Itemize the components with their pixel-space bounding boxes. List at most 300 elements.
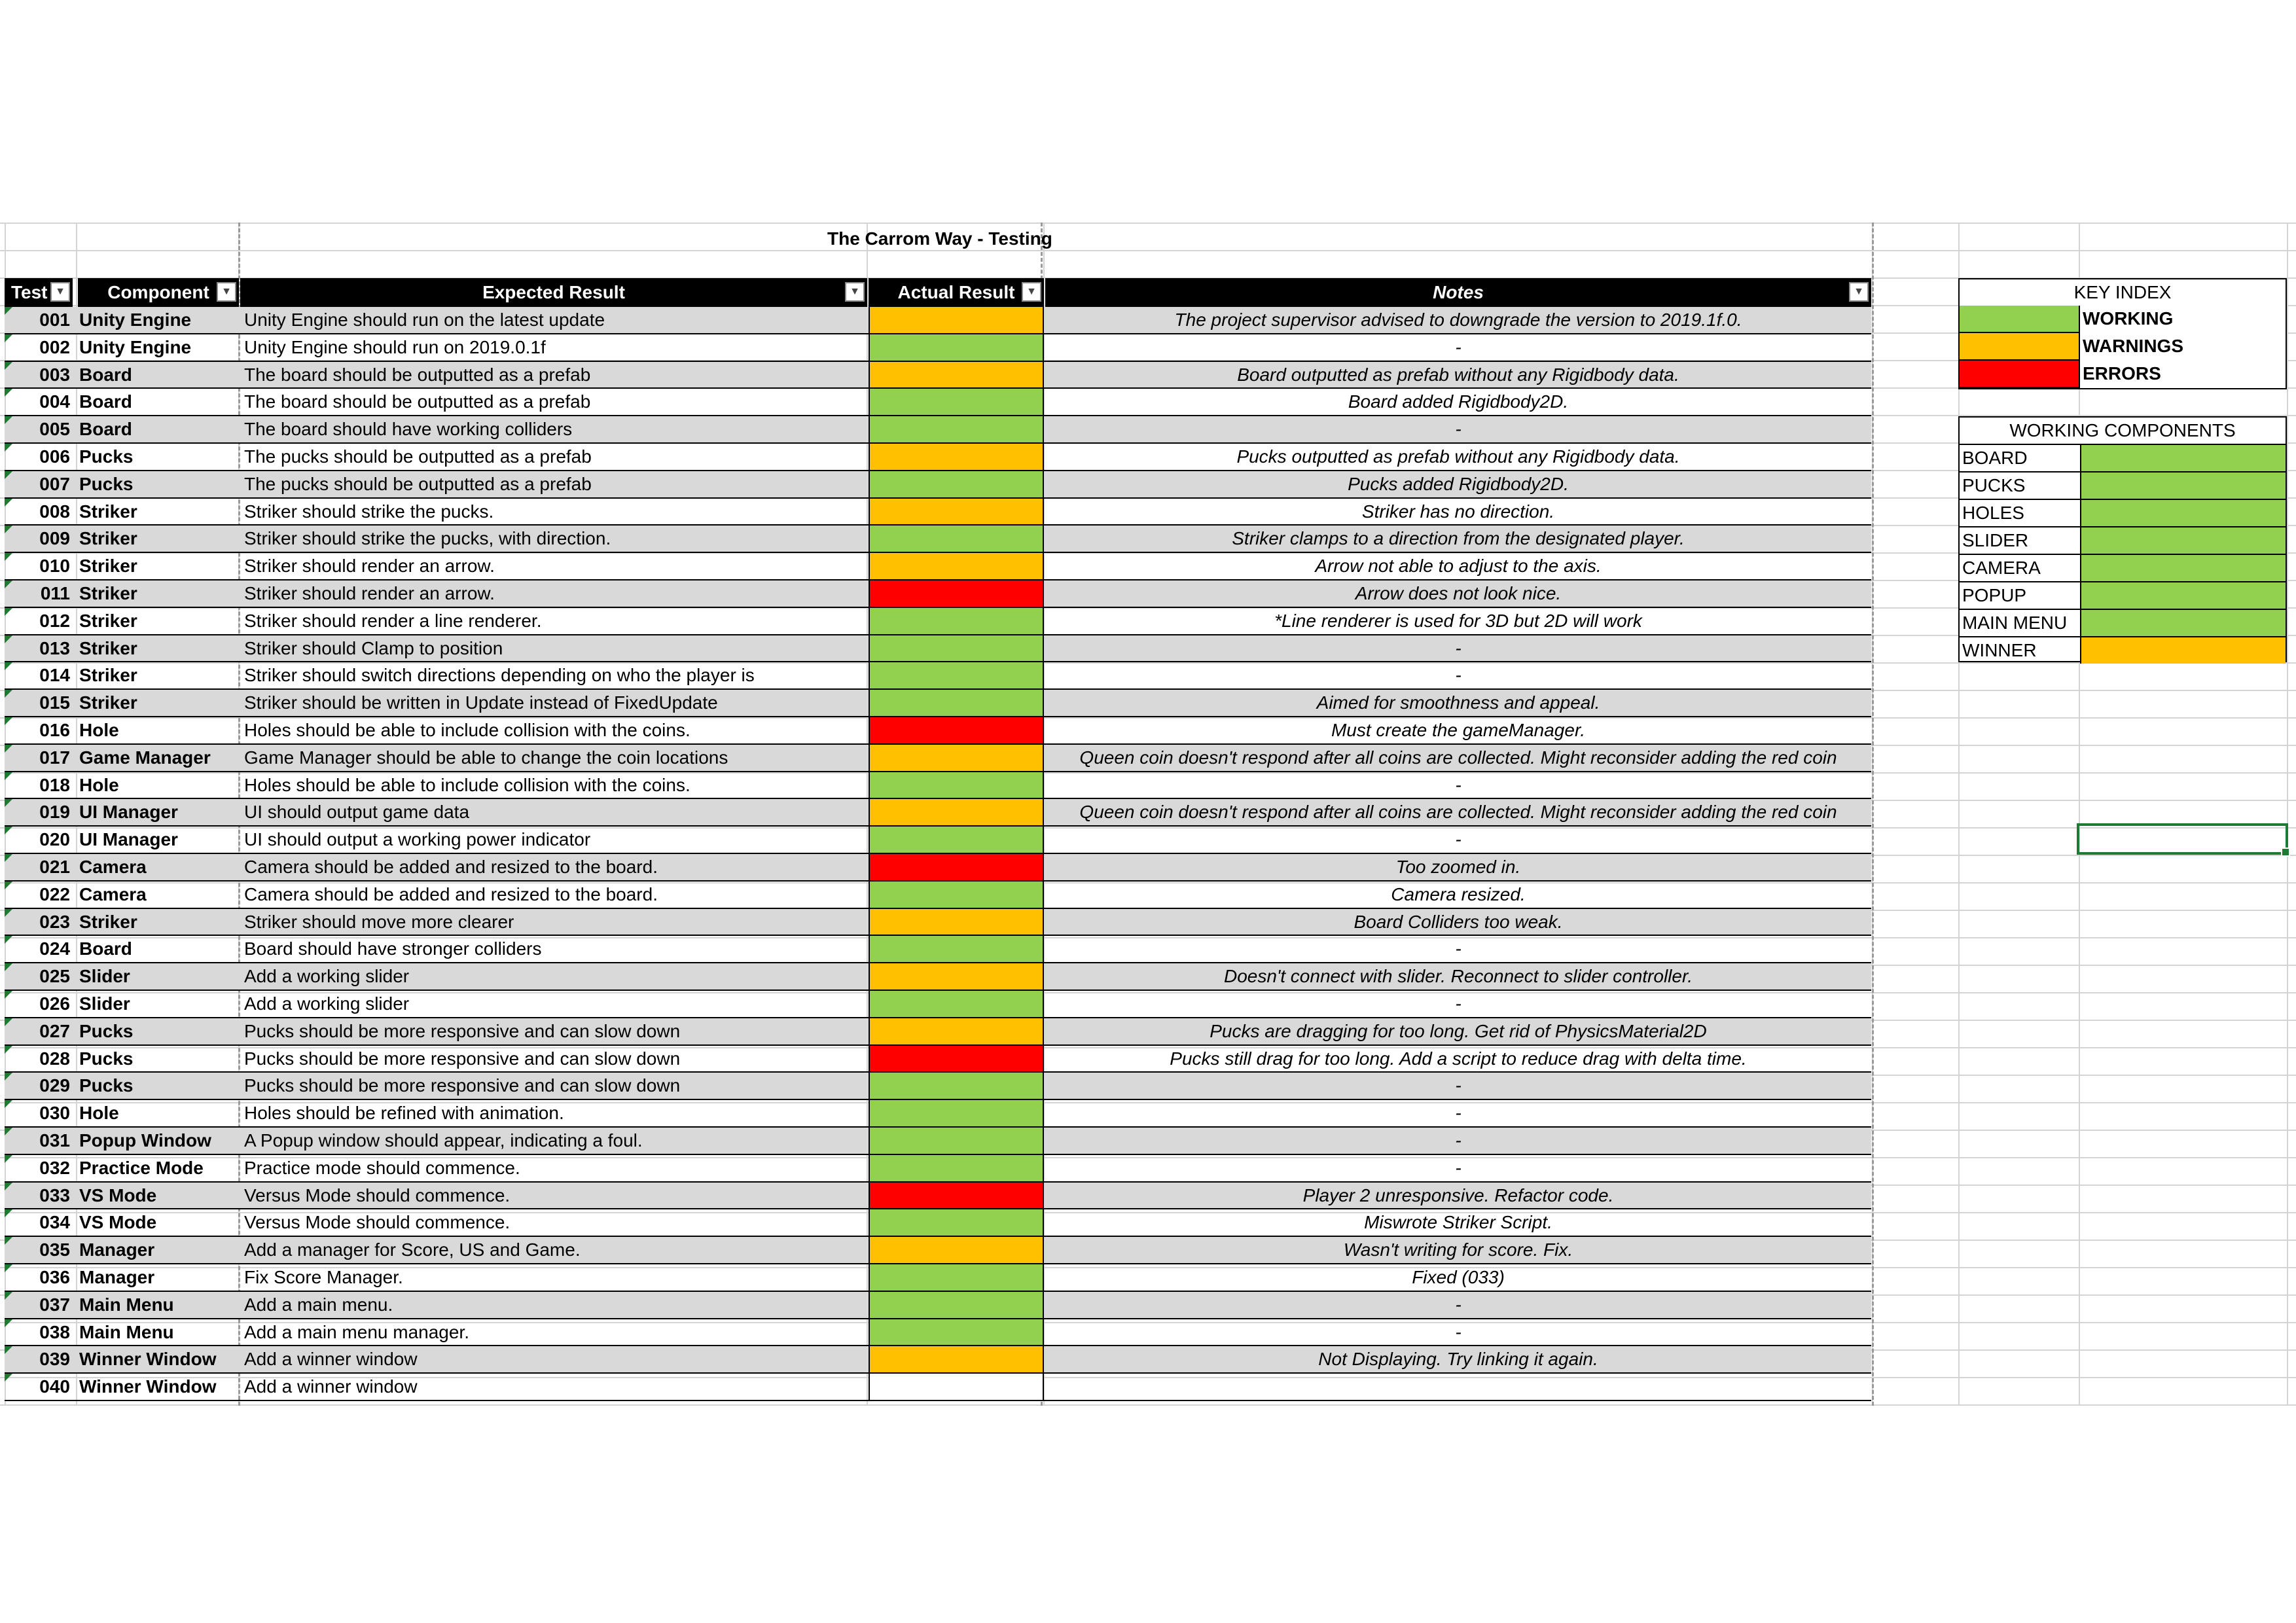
sheet-title: The Carrom Way - Testing: [827, 228, 1052, 249]
notes-cell[interactable]: -: [1455, 1103, 1462, 1124]
expected-result-cell[interactable]: Holes should be able to include collision with the coins.: [244, 774, 691, 795]
table-row[interactable]: [5, 1374, 1871, 1401]
working-components-table: [1958, 416, 2287, 662]
test-id-cell[interactable]: 034: [39, 1212, 70, 1233]
table-row[interactable]: [5, 416, 1871, 444]
component-cell[interactable]: Main Menu: [79, 1321, 174, 1342]
component-cell[interactable]: Pucks: [79, 1020, 134, 1041]
actual-result-cell[interactable]: [869, 827, 1044, 853]
test-id-cell[interactable]: 014: [39, 665, 70, 686]
header-test-label: Test: [11, 282, 48, 302]
test-id-cell[interactable]: 038: [39, 1321, 70, 1342]
actual-result-cell[interactable]: [869, 553, 1044, 579]
expected-result-cell[interactable]: The pucks should be outputted as a prefab: [244, 473, 592, 494]
expected-result-cell[interactable]: Versus Mode should commence.: [244, 1185, 511, 1205]
actual-result-cell[interactable]: [869, 1183, 1044, 1209]
component-cell[interactable]: Pucks: [79, 473, 134, 494]
table-row[interactable]: [5, 1018, 1871, 1046]
component-cell[interactable]: Striker: [79, 583, 137, 603]
table-row[interactable]: [5, 1073, 1871, 1100]
expected-result-cell[interactable]: Game Manager should be able to change the coin locations: [244, 747, 728, 768]
test-id-cell[interactable]: 008: [39, 501, 70, 522]
notes-cell[interactable]: Striker clamps to a direction from the designated player.: [1232, 528, 1685, 549]
expected-result-cell[interactable]: Unity Engine should run on the latest update: [244, 310, 605, 330]
actual-result-cell[interactable]: [869, 909, 1044, 935]
component-cell[interactable]: Striker: [79, 637, 137, 658]
component-cell[interactable]: Striker: [79, 610, 137, 631]
status-swatch: [2080, 582, 2286, 609]
key-index-label: WARNINGS: [2083, 336, 2183, 356]
table-row[interactable]: [5, 1319, 1871, 1347]
table-row[interactable]: [5, 1209, 1871, 1237]
component-cell[interactable]: Hole: [79, 720, 119, 740]
filter-dropdown-icon[interactable]: ▼: [50, 282, 70, 302]
test-id-cell[interactable]: 039: [39, 1349, 70, 1370]
test-id-cell[interactable]: 012: [39, 610, 70, 631]
component-cell[interactable]: Pucks: [79, 1075, 134, 1096]
notes-cell[interactable]: Not Displaying. Try linking it again.: [1318, 1349, 1598, 1370]
status-swatch: [2080, 527, 2286, 554]
expected-result-cell[interactable]: Add a main menu.: [244, 1294, 393, 1315]
test-id-cell[interactable]: 028: [39, 1048, 70, 1069]
component-cell[interactable]: Manager: [79, 1240, 155, 1260]
table-row[interactable]: [5, 1292, 1871, 1319]
notes-cell[interactable]: Pucks outputted as prefab without any Rigidbody data.: [1236, 446, 1680, 467]
key-index-item: [1960, 333, 2286, 361]
table-row[interactable]: [5, 471, 1871, 499]
table-row[interactable]: [5, 389, 1871, 416]
table-row[interactable]: [5, 362, 1871, 389]
actual-result-cell[interactable]: [869, 1073, 1044, 1099]
notes-cell[interactable]: -: [1455, 829, 1462, 850]
notes-cell[interactable]: Board added Rigidbody2D.: [1348, 391, 1569, 412]
component-cell[interactable]: Striker: [79, 665, 137, 686]
component-cell[interactable]: Pucks: [79, 1048, 134, 1069]
expected-result-cell[interactable]: Pucks should be more responsive and can slow down: [244, 1020, 681, 1041]
component-cell[interactable]: VS Mode: [79, 1185, 157, 1205]
actual-result-cell[interactable]: [869, 1155, 1044, 1181]
table-row[interactable]: [5, 553, 1871, 580]
test-id-cell[interactable]: 025: [39, 966, 70, 987]
component-cell[interactable]: Slider: [79, 966, 130, 987]
actual-result-cell[interactable]: [869, 799, 1044, 825]
table-row[interactable]: [5, 334, 1871, 362]
actual-result-cell[interactable]: [869, 526, 1044, 552]
working-component-label: WINNER: [1962, 640, 2037, 660]
actual-result-cell[interactable]: [869, 1346, 1044, 1372]
working-component-label: CAMERA: [1962, 558, 2041, 578]
actual-result-cell[interactable]: [869, 882, 1044, 908]
expected-result-cell[interactable]: The board should have working colliders: [244, 419, 573, 440]
page-break-line: [1872, 223, 1874, 1406]
notes-cell[interactable]: Queen coin doesn't respond after all coins are collected. Might reconsider adding the red coin: [1079, 802, 1837, 823]
status-swatch: [1960, 333, 2080, 361]
key-index-title: KEY INDEX: [2073, 282, 2172, 302]
expected-result-cell[interactable]: The board should be outputted as a prefab: [244, 364, 591, 385]
header-component-label: Component: [107, 282, 209, 302]
key-index-item: [1960, 306, 2286, 333]
working-component-item: [1960, 526, 2286, 554]
table-row[interactable]: [5, 1100, 1871, 1128]
notes-cell[interactable]: Arrow not able to adjust to the axis.: [1315, 556, 1602, 577]
test-id-cell[interactable]: 015: [39, 692, 70, 713]
expected-result-cell[interactable]: Striker should move more clearer: [244, 911, 514, 932]
expected-result-cell[interactable]: Pucks should be more responsive and can slow down: [244, 1048, 681, 1069]
component-cell[interactable]: Manager: [79, 1267, 155, 1287]
actual-result-cell[interactable]: [869, 635, 1044, 662]
working-component-item: [1960, 581, 2286, 609]
table-row[interactable]: [5, 799, 1871, 827]
expected-result-cell[interactable]: Add a winner window: [244, 1349, 418, 1370]
notes-cell[interactable]: Arrow does not look nice.: [1355, 583, 1562, 603]
notes-cell[interactable]: -: [1455, 993, 1462, 1014]
table-row[interactable]: [5, 854, 1871, 882]
notes-cell[interactable]: -: [1455, 1130, 1462, 1150]
test-id-cell[interactable]: 001: [39, 310, 70, 330]
expected-result-cell[interactable]: Striker should Clamp to position: [244, 637, 503, 658]
test-id-cell[interactable]: 004: [39, 391, 70, 412]
table-row[interactable]: [5, 827, 1871, 854]
fill-handle[interactable]: [2281, 847, 2290, 857]
table-row[interactable]: [5, 1128, 1871, 1155]
header-actual-label: Actual Result: [897, 282, 1015, 302]
actual-result-cell[interactable]: [869, 1209, 1044, 1236]
actual-result-cell[interactable]: [869, 416, 1044, 442]
actual-result-cell[interactable]: [869, 1292, 1044, 1318]
table-row[interactable]: [5, 444, 1871, 471]
notes-cell[interactable]: [1045, 1374, 1871, 1400]
table-row[interactable]: [5, 745, 1871, 772]
expected-result-cell[interactable]: Add a working slider: [244, 993, 410, 1014]
table-row[interactable]: [5, 1046, 1871, 1073]
expected-result-cell[interactable]: Unity Engine should run on 2019.0.1f: [244, 336, 546, 357]
notes-cell[interactable]: -: [1455, 637, 1462, 658]
test-id-cell[interactable]: 033: [39, 1185, 70, 1205]
working-component-label: SLIDER: [1962, 530, 2029, 550]
table-row[interactable]: [5, 1346, 1871, 1374]
test-id-cell[interactable]: 029: [39, 1075, 70, 1096]
component-cell[interactable]: Slider: [79, 993, 130, 1014]
actual-result-cell[interactable]: [869, 471, 1044, 497]
notes-cell[interactable]: -: [1455, 938, 1462, 959]
notes-cell[interactable]: Player 2 unresponsive. Refactor code.: [1302, 1185, 1614, 1205]
working-component-item: [1960, 499, 2286, 526]
table-row[interactable]: [5, 499, 1871, 526]
component-cell[interactable]: Board: [79, 391, 132, 412]
gridline: [2287, 223, 2288, 1406]
table-row[interactable]: [5, 936, 1871, 963]
notes-cell[interactable]: Board Colliders too weak.: [1354, 911, 1563, 932]
status-swatch: [1960, 361, 2080, 388]
gridline: [1958, 223, 1960, 1406]
actual-result-cell[interactable]: [869, 936, 1044, 962]
actual-result-cell[interactable]: [869, 389, 1044, 415]
expected-result-cell[interactable]: Striker should switch directions depending on who the player is: [244, 665, 755, 686]
expected-result-cell[interactable]: Pucks should be more responsive and can slow down: [244, 1075, 681, 1096]
working-component-label: MAIN MENU: [1962, 613, 2068, 633]
expected-result-cell[interactable]: Holes should be refined with animation.: [244, 1103, 564, 1124]
test-id-cell[interactable]: 011: [40, 583, 70, 603]
test-id-cell[interactable]: 023: [39, 911, 70, 932]
notes-cell[interactable]: The project supervisor advised to downgrade the version to 2019.1f.0.: [1174, 310, 1742, 330]
status-swatch: [2080, 500, 2286, 526]
test-id-cell[interactable]: 026: [39, 993, 70, 1014]
actual-result-cell[interactable]: [869, 1018, 1044, 1044]
expected-result-cell[interactable]: Camera should be added and resized to the board.: [244, 883, 658, 904]
component-cell[interactable]: Popup Window: [79, 1130, 211, 1150]
test-id-cell[interactable]: 022: [39, 883, 70, 904]
gridline: [0, 250, 2296, 251]
expected-result-cell[interactable]: Striker should strike the pucks, with direction.: [244, 528, 611, 549]
expected-result-cell[interactable]: Versus Mode should commence.: [244, 1212, 511, 1233]
notes-cell[interactable]: -: [1455, 336, 1462, 357]
test-id-cell[interactable]: 002: [39, 336, 70, 357]
header-expected-result[interactable]: [240, 278, 867, 307]
actual-result-cell[interactable]: [869, 690, 1044, 716]
component-cell[interactable]: Unity Engine: [79, 310, 192, 330]
table-row[interactable]: [5, 307, 1871, 334]
expected-result-cell[interactable]: Practice mode should commence.: [244, 1157, 520, 1178]
table-row[interactable]: [5, 717, 1871, 745]
expected-result-cell[interactable]: UI should output a working power indicator: [244, 829, 591, 850]
component-cell[interactable]: Striker: [79, 501, 137, 522]
expected-result-cell[interactable]: The pucks should be outputted as a prefab: [244, 446, 592, 467]
test-id-cell[interactable]: 003: [39, 364, 70, 385]
component-cell[interactable]: Striker: [79, 528, 137, 549]
header-actual-result[interactable]: [869, 278, 1044, 307]
test-id-cell[interactable]: 018: [39, 774, 70, 795]
expected-result-cell[interactable]: Holes should be able to include collision with the coins.: [244, 720, 691, 740]
selected-cell[interactable]: [2077, 823, 2288, 855]
test-id-cell[interactable]: 019: [39, 802, 70, 823]
test-id-cell[interactable]: 037: [39, 1294, 70, 1315]
component-cell[interactable]: Striker: [79, 692, 137, 713]
component-cell[interactable]: VS Mode: [79, 1212, 157, 1233]
actual-result-cell[interactable]: [869, 772, 1044, 798]
component-cell[interactable]: Camera: [79, 857, 147, 877]
filter-dropdown-icon[interactable]: ▼: [845, 282, 865, 302]
test-id-cell[interactable]: 027: [39, 1020, 70, 1041]
table-row[interactable]: [5, 1155, 1871, 1183]
test-id-cell[interactable]: 035: [39, 1240, 70, 1260]
test-id-cell[interactable]: 031: [39, 1130, 70, 1150]
expected-result-cell[interactable]: Striker should render a line renderer.: [244, 610, 542, 631]
table-row[interactable]: [5, 963, 1871, 991]
component-cell[interactable]: Practice Mode: [79, 1157, 204, 1178]
actual-result-cell[interactable]: [869, 1100, 1044, 1126]
notes-cell[interactable]: Pucks added Rigidbody2D.: [1348, 473, 1569, 494]
test-id-cell[interactable]: 006: [39, 446, 70, 467]
table-row[interactable]: [5, 882, 1871, 909]
notes-cell[interactable]: Pucks are dragging for too long. Get rid of PhysicsMaterial2D: [1210, 1020, 1707, 1041]
notes-cell[interactable]: Pucks still drag for too long. Add a script to reduce drag with delta time.: [1170, 1048, 1747, 1069]
table-row[interactable]: [5, 991, 1871, 1018]
notes-cell[interactable]: -: [1455, 665, 1462, 686]
actual-result-cell[interactable]: [869, 1374, 1044, 1400]
key-index-item: [1960, 361, 2286, 388]
actual-result-cell[interactable]: [869, 362, 1044, 388]
notes-cell[interactable]: Aimed for smoothness and appeal.: [1316, 692, 1600, 713]
key-index-table: [1958, 278, 2287, 389]
notes-cell[interactable]: Must create the gameManager.: [1331, 720, 1586, 740]
actual-result-cell[interactable]: [869, 1264, 1044, 1291]
status-swatch: [2080, 610, 2286, 636]
test-id-cell[interactable]: 005: [39, 419, 70, 440]
actual-result-cell[interactable]: [869, 717, 1044, 743]
status-swatch: [2080, 473, 2286, 499]
working-components-title: WORKING COMPONENTS: [2009, 420, 2236, 440]
expected-result-cell[interactable]: Striker should render an arrow.: [244, 556, 495, 577]
test-id-cell[interactable]: 040: [39, 1376, 70, 1397]
table-row[interactable]: [5, 1183, 1871, 1210]
expected-result-cell[interactable]: Striker should be written in Update instead of FixedUpdate: [244, 692, 718, 713]
table-row[interactable]: [5, 690, 1871, 717]
component-cell[interactable]: UI Manager: [79, 802, 178, 823]
table-row[interactable]: [5, 909, 1871, 936]
expected-result-cell[interactable]: UI should output game data: [244, 802, 470, 823]
working-component-item: [1960, 444, 2286, 471]
notes-cell[interactable]: -: [1455, 1075, 1462, 1096]
table-row[interactable]: [5, 1237, 1871, 1264]
test-id-cell[interactable]: 007: [39, 473, 70, 494]
component-cell[interactable]: Board: [79, 419, 132, 440]
component-cell[interactable]: Winner Window: [79, 1349, 217, 1370]
actual-result-cell[interactable]: [869, 745, 1044, 771]
notes-cell[interactable]: Miswrote Striker Script.: [1364, 1212, 1552, 1233]
table-row[interactable]: [5, 526, 1871, 553]
expected-result-cell[interactable]: Add a main menu manager.: [244, 1321, 469, 1342]
expected-result-cell[interactable]: Camera should be added and resized to the board.: [244, 857, 658, 877]
header-notes[interactable]: [1045, 278, 1871, 307]
component-cell[interactable]: Striker: [79, 911, 137, 932]
header-expected-label: Expected Result: [482, 282, 625, 302]
table-row[interactable]: [5, 772, 1871, 800]
notes-cell[interactable]: Doesn't connect with slider. Reconnect to slider controller.: [1223, 966, 1693, 987]
header-notes-label: Notes: [1433, 282, 1484, 302]
header-test[interactable]: [5, 278, 73, 307]
component-cell[interactable]: Main Menu: [79, 1294, 174, 1315]
expected-result-cell[interactable]: Striker should strike the pucks.: [244, 501, 494, 522]
actual-result-cell[interactable]: [869, 991, 1044, 1017]
component-cell[interactable]: Camera: [79, 883, 147, 904]
table-row[interactable]: [5, 580, 1871, 608]
test-id-cell[interactable]: 020: [39, 829, 70, 850]
notes-cell[interactable]: Queen coin doesn't respond after all coins are collected. Might reconsider adding the red coin: [1079, 747, 1837, 768]
filter-dropdown-icon[interactable]: ▼: [217, 282, 236, 302]
actual-result-cell[interactable]: [869, 307, 1044, 333]
gridline: [0, 1404, 2296, 1406]
working-component-item: [1960, 636, 2286, 664]
actual-result-cell[interactable]: [869, 608, 1044, 634]
component-cell[interactable]: Hole: [79, 1103, 119, 1124]
notes-cell[interactable]: Too zoomed in.: [1395, 857, 1521, 877]
component-cell[interactable]: Pucks: [79, 446, 134, 467]
expected-result-cell[interactable]: Board should have stronger colliders: [244, 938, 542, 959]
actual-result-cell[interactable]: [869, 1046, 1044, 1072]
filter-dropdown-icon[interactable]: ▼: [1849, 282, 1869, 302]
notes-cell[interactable]: Fixed (033): [1412, 1267, 1505, 1287]
test-id-cell[interactable]: 030: [39, 1103, 70, 1124]
test-id-cell[interactable]: 032: [39, 1157, 70, 1178]
expected-result-cell[interactable]: Fix Score Manager.: [244, 1267, 403, 1287]
status-swatch: [2080, 445, 2286, 471]
component-cell[interactable]: Striker: [79, 556, 137, 577]
actual-result-cell[interactable]: [869, 963, 1044, 990]
test-id-cell[interactable]: 009: [39, 528, 70, 549]
test-id-cell[interactable]: 036: [39, 1267, 70, 1287]
status-swatch: [1960, 306, 2080, 333]
table-row[interactable]: [5, 1264, 1871, 1292]
test-id-cell[interactable]: 010: [39, 556, 70, 577]
actual-result-cell[interactable]: [869, 580, 1044, 607]
actual-result-cell[interactable]: [869, 334, 1044, 361]
test-id-cell[interactable]: 017: [39, 747, 70, 768]
expected-result-cell[interactable]: Add a working slider: [244, 966, 410, 987]
status-swatch: [2080, 637, 2286, 664]
component-cell[interactable]: Winner Window: [79, 1376, 217, 1397]
working-component-label: PUCKS: [1962, 475, 2026, 495]
notes-cell[interactable]: *Line renderer is used for 3D but 2D will work: [1274, 610, 1642, 631]
actual-result-cell[interactable]: [869, 854, 1044, 880]
notes-cell[interactable]: -: [1455, 419, 1462, 440]
header-component[interactable]: [78, 278, 239, 307]
actual-result-cell[interactable]: [869, 1128, 1044, 1154]
test-id-cell[interactable]: 021: [39, 857, 70, 877]
component-cell[interactable]: Board: [79, 938, 132, 959]
working-component-label: HOLES: [1962, 503, 2024, 523]
notes-cell[interactable]: Board outputted as prefab without any Rigidbody data.: [1237, 364, 1679, 385]
expected-result-cell[interactable]: A Popup window should appear, indicating a foul.: [244, 1130, 643, 1150]
component-cell[interactable]: UI Manager: [79, 829, 178, 850]
key-index-label: ERRORS: [2083, 363, 2161, 383]
actual-result-cell[interactable]: [869, 1319, 1044, 1346]
test-id-cell[interactable]: 016: [39, 720, 70, 740]
expected-result-cell[interactable]: Add a manager for Score, US and Game.: [244, 1240, 581, 1260]
notes-cell[interactable]: Striker has no direction.: [1361, 501, 1555, 522]
expected-result-cell[interactable]: Striker should render an arrow.: [244, 583, 495, 603]
component-cell[interactable]: Game Manager: [79, 747, 211, 768]
gridline: [0, 223, 2296, 224]
notes-cell[interactable]: Camera resized.: [1391, 883, 1526, 904]
table-row[interactable]: [5, 608, 1871, 635]
notes-cell[interactable]: Wasn't writing for score. Fix.: [1343, 1240, 1573, 1260]
notes-cell[interactable]: -: [1455, 1157, 1462, 1178]
test-id-cell[interactable]: 024: [39, 938, 70, 959]
gridline: [2079, 223, 2080, 1406]
test-id-cell[interactable]: 013: [39, 637, 70, 658]
actual-result-cell[interactable]: [869, 499, 1044, 525]
expected-result-cell[interactable]: The board should be outputted as a prefab: [244, 391, 591, 412]
actual-result-cell[interactable]: [869, 1237, 1044, 1263]
filter-dropdown-icon[interactable]: ▼: [1022, 282, 1041, 302]
actual-result-cell[interactable]: [869, 444, 1044, 470]
working-component-item: [1960, 609, 2286, 636]
key-index-label: WORKING: [2083, 308, 2174, 329]
actual-result-cell[interactable]: [869, 662, 1044, 688]
status-swatch: [2080, 555, 2286, 581]
notes-cell[interactable]: -: [1455, 1294, 1462, 1315]
component-cell[interactable]: Board: [79, 364, 132, 385]
working-component-label: BOARD: [1962, 448, 2028, 468]
component-cell[interactable]: Unity Engine: [79, 336, 192, 357]
table-row[interactable]: [5, 635, 1871, 663]
expected-result-cell[interactable]: Add a winner window: [244, 1376, 418, 1397]
working-component-item: [1960, 554, 2286, 581]
component-cell[interactable]: Hole: [79, 774, 119, 795]
notes-cell[interactable]: -: [1455, 774, 1462, 795]
notes-cell[interactable]: -: [1455, 1321, 1462, 1342]
table-row[interactable]: [5, 662, 1871, 690]
